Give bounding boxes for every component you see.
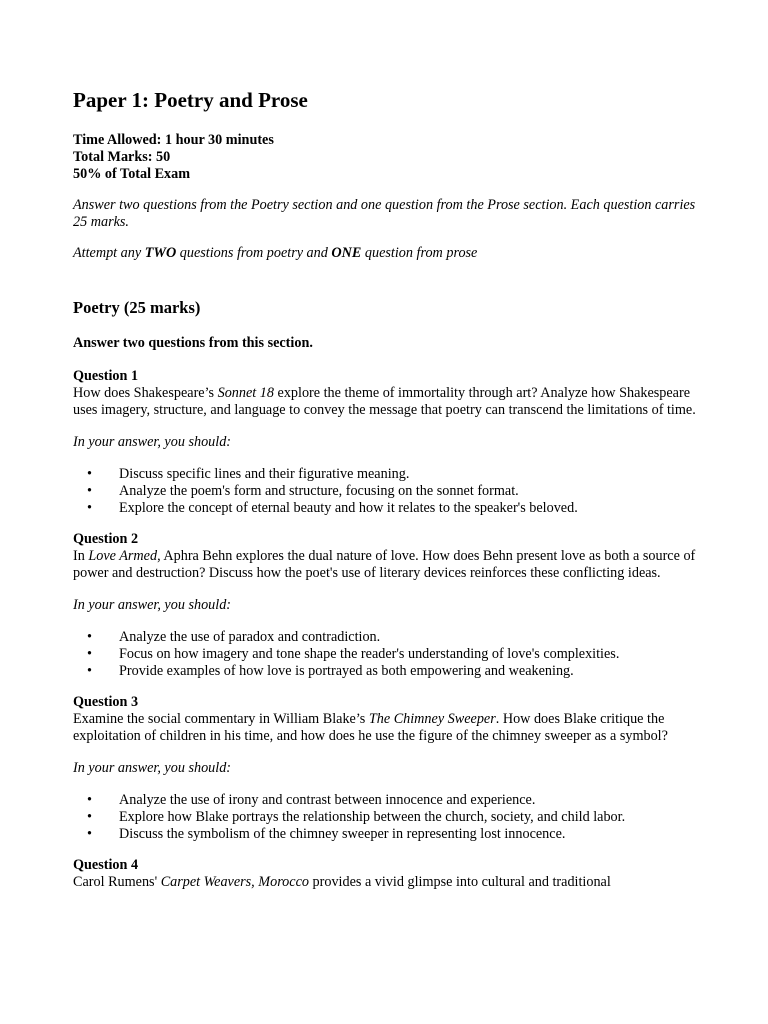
- list-item: [73, 483, 703, 500]
- question-text-pre: Examine the social commentary in William Blake’s: [73, 711, 369, 727]
- point-text: Provide examples of how love is portrayed as both empowering and weakening.: [119, 663, 574, 679]
- question-text: [73, 385, 703, 419]
- bullet-icon: •: [87, 629, 92, 645]
- poetry-heading: Poetry (25 marks): [73, 298, 201, 317]
- list-item: [73, 809, 703, 826]
- list-item: [73, 826, 703, 843]
- work-title: Love Armed: [88, 548, 158, 564]
- answer-points: [73, 466, 703, 517]
- question-text-post: . How does Blake critique the exploitation of children in his time, and how does he use the figure of the chimney sweeper as a symbol?: [73, 711, 668, 744]
- answer-prompt: In your answer, you should:: [73, 434, 232, 450]
- answer-prompt: In your answer, you should:: [73, 597, 232, 613]
- question-title: Question 4: [73, 857, 139, 873]
- point-text: Discuss the symbolism of the chimney sweeper in representing lost innocence.: [119, 826, 566, 842]
- bullet-icon: •: [87, 826, 92, 842]
- work-title: Sonnet 18: [217, 385, 274, 401]
- list-item: [73, 466, 703, 483]
- attempt-two: TWO: [144, 245, 177, 261]
- question-text-pre: Carol Rumens': [73, 874, 161, 890]
- exam-content: [73, 86, 703, 891]
- question-2: [73, 531, 703, 680]
- bullet-icon: •: [87, 792, 92, 808]
- point-text: Discuss specific lines and their figurative meaning.: [119, 466, 410, 482]
- work-title: The Chimney Sweeper: [368, 711, 496, 727]
- point-text: Explore the concept of eternal beauty and how it relates to the speaker's beloved.: [119, 500, 578, 516]
- attempt-post: question from prose: [361, 245, 478, 261]
- list-item: [73, 663, 703, 680]
- question-title: Question 1: [73, 368, 139, 384]
- exam-weight: 50% of Total Exam: [73, 166, 191, 182]
- question-text: [73, 711, 703, 745]
- question-1: [73, 368, 703, 517]
- attempt-pre: Attempt any: [73, 245, 145, 261]
- answer-points: [73, 629, 703, 680]
- list-item: [73, 646, 703, 663]
- list-item: [73, 500, 703, 517]
- total-marks: Total Marks: 50: [73, 149, 171, 165]
- point-text: Analyze the use of irony and contrast between innocence and experience.: [119, 792, 536, 808]
- bullet-icon: •: [87, 500, 92, 516]
- attempt-instructions: [73, 245, 703, 262]
- point-text: Analyze the poem's form and structure, focusing on the sonnet format.: [119, 483, 519, 499]
- question-4: [73, 857, 703, 891]
- poetry-instruction: Answer two questions from this section.: [73, 335, 313, 351]
- question-text-post: explore the theme of immortality through art? Analyze how Shakespeare uses imagery, structure, and language to convey the message that poetry can transcend the limitations of time.: [73, 385, 696, 418]
- question-3: [73, 694, 703, 843]
- work-title: Carpet Weavers, Morocco: [160, 874, 309, 890]
- bullet-icon: •: [87, 466, 92, 482]
- bullet-icon: •: [87, 663, 92, 679]
- main-instructions: Answer two questions from the Poetry section and one question from the Prose section. Each question carries 25 marks.: [73, 197, 696, 230]
- question-text-post: , Aphra Behn explores the dual nature of love. How does Behn present love as both a source of power and destruction? Discuss how the poet's use of literary devices reinforces these conflicting ideas.: [73, 548, 696, 581]
- question-title: Question 2: [73, 531, 139, 547]
- point-text: Focus on how imagery and tone shape the reader's understanding of love's complexities.: [119, 646, 620, 662]
- question-text-post: provides a vivid glimpse into cultural and traditional: [308, 874, 611, 890]
- attempt-mid: questions from poetry and: [176, 245, 332, 261]
- time-allowed: Time Allowed: 1 hour 30 minutes: [73, 132, 274, 148]
- answer-prompt: In your answer, you should:: [73, 760, 232, 776]
- question-text-pre: How does Shakespeare’s: [73, 385, 218, 401]
- point-text: Analyze the use of paradox and contradiction.: [119, 629, 381, 645]
- question-text: [73, 548, 703, 582]
- list-item: [73, 792, 703, 809]
- question-title: Question 3: [73, 694, 139, 710]
- bullet-icon: •: [87, 646, 92, 662]
- question-text: [73, 874, 703, 891]
- answer-points: [73, 792, 703, 843]
- attempt-one: ONE: [331, 245, 362, 261]
- list-item: [73, 629, 703, 646]
- bullet-icon: •: [87, 809, 92, 825]
- bullet-icon: •: [87, 483, 92, 499]
- question-text-pre: In: [73, 548, 89, 564]
- exam-meta: [73, 132, 703, 183]
- point-text: Explore how Blake portrays the relationship between the church, society, and child labor.: [119, 809, 626, 825]
- paper-title: Paper 1: Poetry and Prose: [73, 88, 308, 112]
